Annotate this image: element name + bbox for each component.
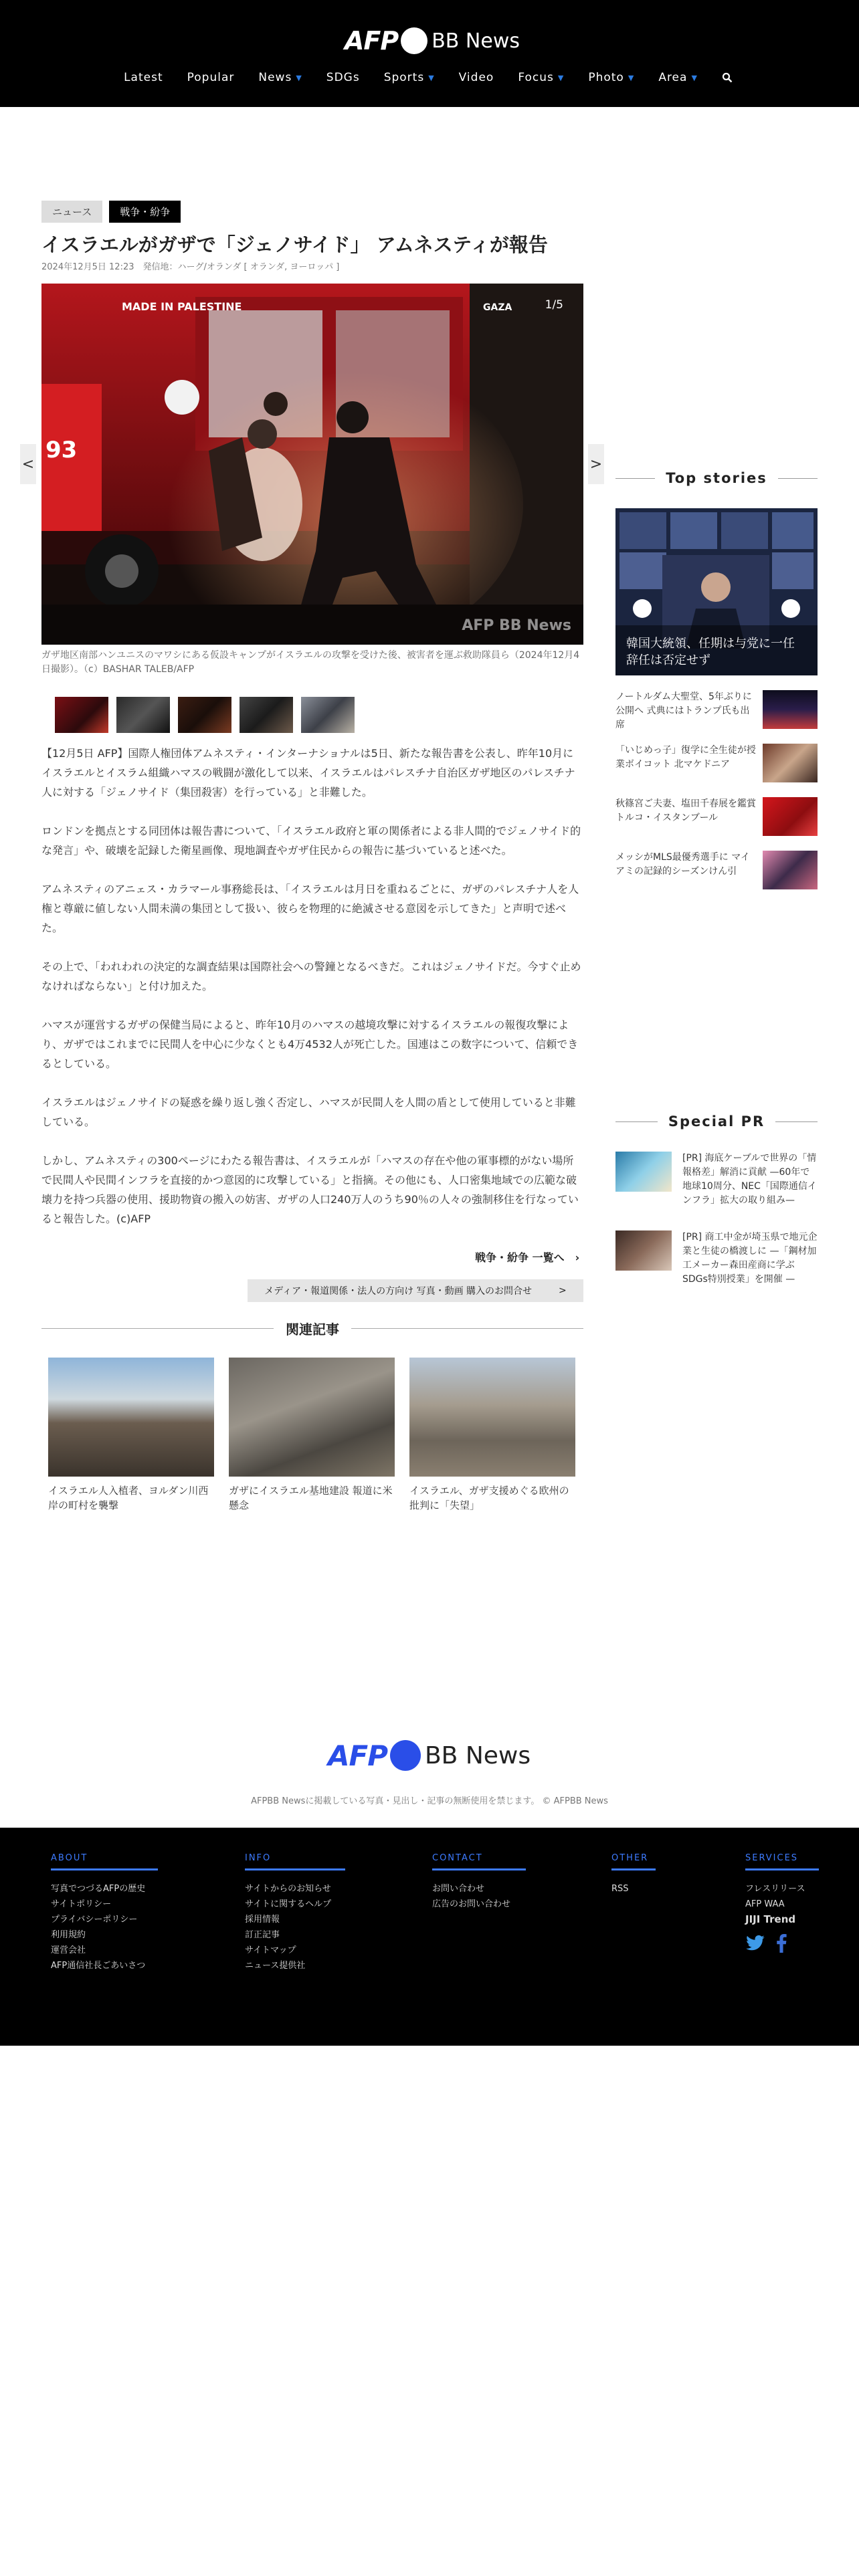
prev-photo-button[interactable]: < [20,444,36,484]
footer-link[interactable]: 採用情報 [245,1915,280,1925]
nav-label: Area [658,71,688,84]
footer-logo[interactable] [328,1737,531,1774]
thumbnail-4[interactable] [238,695,294,734]
footer-link[interactable]: AFP通信社長ごあいさつ [51,1961,146,1971]
related-heading [41,1317,583,1339]
site-header [0,0,859,107]
article-main-photo[interactable] [41,284,583,645]
top-story-caption[interactable]: 韓国大統領、任期は与党に一任 辞任は否定せず [626,637,795,667]
nav-item-latest[interactable] [112,71,175,84]
pr-item[interactable] [615,1152,818,1212]
nav-label: News [258,71,292,84]
category-list-link[interactable] [475,1249,579,1265]
article-paragraph: その上で、「われわれの決定的な調査結果は国際社会への警鐘となるべきだ。これはジェノサイドだ。今すぐ止めなければならない」と付け加えた。 [41,960,581,992]
related-item[interactable] [229,1358,395,1513]
chevron-down-icon: ▼ [691,73,698,82]
top-story-item[interactable] [615,690,818,730]
photo-text-gaza: GAZA [483,302,512,313]
nav-label: Latest [124,71,163,84]
footer-link[interactable]: お問い合わせ [432,1884,485,1894]
footer-column-heading: OTHER [611,1853,656,1870]
related-item[interactable] [48,1358,214,1513]
nav-item-area[interactable] [646,71,710,84]
footer-link[interactable]: フレスリリース [745,1884,805,1894]
related-image [409,1358,575,1477]
related-image [229,1358,395,1477]
article-meta: 2024年12月5日 12:23 発信地：ハーグ/オランダ [ オランダ, ヨーロッパ ] [41,262,340,272]
logo-afp-text: AFP [345,26,399,56]
footer-link[interactable]: プライバシーポリシー [51,1915,138,1925]
nav-item-photo[interactable] [576,71,646,84]
tag-war-conflict[interactable]: 戦争・紛争 [109,201,181,223]
footer-link[interactable]: 運営会社 [51,1945,86,1955]
footer-logo-bbnews: BB News [424,1741,531,1769]
nav-item-focus[interactable] [506,71,576,84]
footer-column-services [745,1853,819,1957]
article-body [41,744,583,1248]
article-paragraph: イスラエルはジェノサイドの疑惑を繰り返し強く否定し、ハマスが民間人を人間の盾として使用していると非難している。 [41,1096,576,1128]
thumbnail-2[interactable] [115,695,171,734]
pr-thumbnail [615,1230,672,1271]
footer-link[interactable]: サイトに関するヘルプ [245,1899,332,1909]
top-story-title: 「いじめっ子」復学に全生徒が授業ボイコット 北マケドニア [615,745,756,770]
tag-news[interactable]: ニュース [41,201,102,223]
inquiry-label: メディア・報道関係・法人の方向け 写真・動画 購入のお問合せ [264,1286,533,1297]
top-story-thumbnail [763,797,818,836]
footer-link[interactable]: ニュース提供社 [245,1961,306,1971]
related-caption: イスラエル人入植者、ヨルダン川西岸の町村を襲撃 [48,1485,209,1511]
photo-watermark: AFP BB News [462,617,571,634]
photo-scene [41,284,583,645]
footer-link[interactable]: 訂正記事 [245,1930,280,1940]
top-story-title: メッシがMLS最優秀選手に マイアミの記録的シーズンけん引 [615,852,750,877]
pr-title: [PR] 商工中金が埼玉県で地元企業と生徒の橋渡しに —「鋼材加工メーカー森田産商に学ぶSDGs特別授業」を開催 — [682,1232,818,1285]
chevron-down-icon: ▼ [428,73,435,82]
chevron-down-icon: ▼ [296,73,302,82]
chevron-right-icon: > [559,1285,567,1296]
purchase-inquiry-button[interactable] [248,1279,583,1302]
pr-title: [PR] 海底ケーブルで世界の「情報格差」解消に貢献 —60年で地球10周分、NEC「国際通信インフラ」拡大の取り組み— [682,1153,817,1206]
nav-label: Popular [187,71,235,84]
nav-label: Focus [518,71,554,84]
top-story-item[interactable] [615,744,818,784]
article-title: イスラエルがガザで「ジェノサイド」 アムネスティが報告 [41,233,548,256]
footer-column-about [51,1853,158,1973]
top-story-thumbnail [763,851,818,889]
nav-item-news[interactable] [246,71,314,84]
nav-item-video[interactable] [447,71,506,84]
footer-link[interactable]: JIJI Trend [745,1913,796,1925]
twitter-icon[interactable] [745,1935,765,1957]
site-footer [0,1828,859,2046]
top-story-title: ノートルダム大聖堂、5年ぶりに公開へ 式典にはトランプ氏も出席 [615,691,752,730]
top-story-thumbnail [763,744,818,782]
logo-bbnews-text: BB News [432,29,520,53]
facebook-icon[interactable] [776,1934,787,1957]
related-caption: イスラエル、ガザ支援めぐる欧州の批判に「失望」 [409,1485,569,1511]
nav-item-sdgs[interactable] [314,71,372,84]
nav-label: Photo [588,71,624,84]
nav-label: Video [458,71,494,84]
photo-thumbnails [54,695,356,734]
site-logo[interactable] [345,24,520,58]
footer-column-heading: CONTACT [432,1853,526,1870]
top-story-title: 秋篠宮ご夫妻、塩田千春展を鑑賞 トルコ・イスタンブール [615,798,756,823]
footer-link[interactable]: 広告のお問い合わせ [432,1899,511,1909]
nav-label: SDGs [326,71,360,84]
footer-link[interactable]: RSS [611,1884,629,1894]
search-icon[interactable] [710,71,745,84]
top-stories-heading [615,468,818,488]
top-story-item[interactable] [615,797,818,837]
nav-item-popular[interactable] [175,71,247,84]
article-paragraph: 【12月5日 AFP】国際人権団体アムネスティ・インターナショナルは5日、新たな報告書を公表し、昨年10月にイスラエルとイスラム組織ハマスの戦闘が激化して以来、イスラエルはパレスチナ自治区ガザ地区のパレスチナ人に対する「ジェノサイド（集団殺害）を行っている」と非難した。 [41,747,575,798]
photo-text-number: 93 [45,437,78,463]
social-links [745,1934,819,1957]
footer-column-other [611,1853,656,1897]
footer-logo-afp: AFP [328,1739,387,1772]
related-caption: ガザにイスラエル基地建設 報道に米懸念 [229,1485,393,1511]
pr-item[interactable] [615,1230,818,1291]
related-heading-label: 関連記事 [286,1321,339,1337]
top-story-thumbnail [763,690,818,729]
thumbnail-5[interactable] [300,695,356,734]
footer-column-contact [432,1853,526,1912]
footer-column-heading: ABOUT [51,1853,158,1870]
chevron-down-icon: ▼ [628,73,635,82]
footer-link[interactable]: 写真でつづるAFPの歴史 [51,1884,146,1894]
article-paragraph: しかし、アムネスティの300ページにわたる報告書は、イスラエルが「ハマスの存在や他の軍事標的がない場所で民間人や民間インフラを直接的かつ意図的に攻撃している」と指摘。その他にも、人口密集地域での広範な破壊力を持つ兵器の使用、援助物資の搬入の妨害、ガザの人口240万人のうち90％の人々の強制移住を行なっていると報告した。(c)AFP [41,1154,579,1225]
footer-column-heading: SERVICES [745,1853,819,1870]
main-nav [107,71,749,84]
footer-link[interactable]: AFP WAA [745,1899,785,1909]
footer-link[interactable]: 利用規約 [51,1930,86,1940]
article-paragraph: ロンドンを拠点とする同団体は報告書について、「イスラエル政府と軍の関係者による非人間的でジェノサイド的な発言」や、破壊を記録した衛星画像、現地調査やガザ住民からの報告に基づいていると述べた。 [41,825,581,857]
article-paragraph: ハマスが運営するガザの保健当局によると、昨年10月のハマスの越境攻撃に対するイスラエルの報復攻撃により、ガザではこれまでに民間人を中心に少なくとも4万4532人が死亡した。国連はこの数字について、信頼できるとしている。 [41,1018,579,1070]
article-tags [41,201,181,223]
pr-thumbnail [615,1152,672,1192]
footer-link[interactable]: サイトポリシー [51,1899,112,1909]
special-pr-label: Special PR [668,1113,765,1130]
footer-column-heading: INFO [245,1853,345,1870]
logo-dot-icon [401,27,427,54]
copyright-note: AFPBB Newsに掲載している写真・見出し・記事の無断使用を禁じます。 © AFPBB News [251,1796,608,1806]
nav-item-sports[interactable] [372,71,447,84]
photo-caption: ガザ地区南部ハンユニスのマワシにある仮設キャンプがイスラエルの攻撃を受けた後、被害者を運ぶ救助隊員ら（2024年12月4日撮影）。（c）BASHAR TALEB/AFP [41,650,580,675]
article-paragraph: アムネスティのアニェス・カラマール事務総長は、「イスラエルは月日を重ねるごとに、ガザのパレスチナ人を人権と尊厳に値しない人間未満の集団として扱い、彼らを物理的に絶滅させる意図を示してきた」と声明で述べた。 [41,883,579,934]
top-story-item[interactable] [615,851,818,891]
photo-counter: 1/5 [545,298,563,312]
special-pr-heading [615,1111,818,1132]
related-image [48,1358,214,1477]
thumbnail-3[interactable] [177,695,233,734]
footer-link[interactable]: サイトマップ [245,1945,296,1955]
category-list-label: 戦争・紛争 一覧へ [475,1251,565,1264]
chevron-down-icon: ▼ [557,73,565,82]
next-photo-button[interactable]: > [588,444,604,484]
chevron-right-icon: › [575,1251,580,1264]
footer-column-info [245,1853,345,1973]
photo-text-made-in-palestine: MADE IN PALESTINE [122,300,242,313]
thumbnail-1[interactable] [54,695,110,734]
footer-link[interactable]: サイトからのお知らせ [245,1884,331,1894]
related-item[interactable] [409,1358,575,1513]
top-stories-label: Top stories [666,470,767,486]
logo-dot-icon [390,1740,421,1771]
nav-label: Sports [383,71,425,84]
